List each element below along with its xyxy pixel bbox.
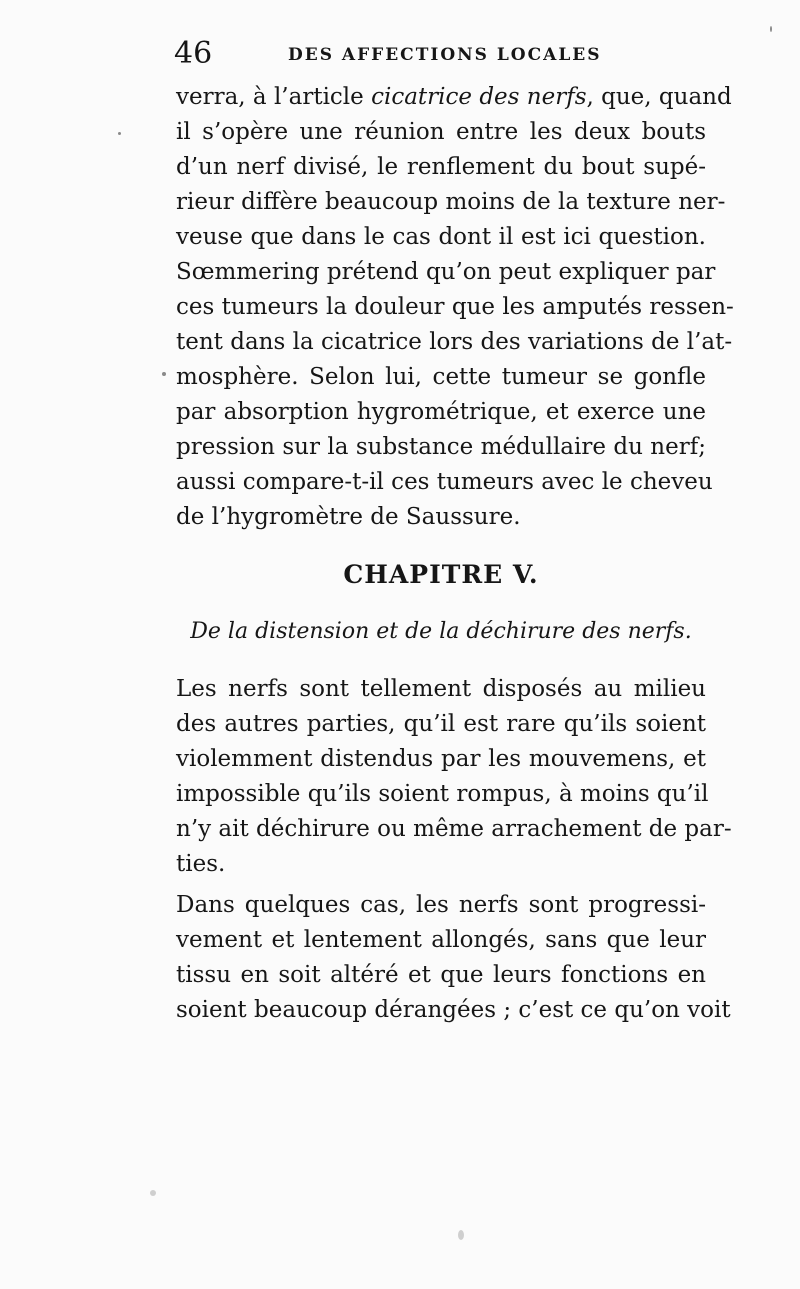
paper-speck: [458, 1230, 464, 1240]
italic-phrase: cicatrice des nerfs: [371, 84, 587, 110]
text-line: vement et lentement allongés, sans que leur: [176, 927, 706, 953]
paper-speck: [118, 132, 121, 135]
text-line: [176, 80, 732, 115]
text-line: pression sur la substance médullaire du nerf;: [176, 434, 706, 460]
text-line: aussi compare-t-il ces tumeurs avec le cheveu: [176, 469, 713, 495]
text-line: ties.: [176, 851, 226, 877]
line-end: , que, quand: [586, 84, 732, 110]
paragraph-2: [176, 672, 732, 882]
page-header: [172, 34, 712, 74]
text-line: tent dans la cicatrice lors des variations de l’at-: [176, 329, 733, 355]
text-line: par absorption hygrométrique, et exerce une: [176, 399, 706, 425]
line-start: verra, à l’article: [176, 84, 372, 110]
paragraph-3: [176, 888, 731, 1028]
text-line: de l’hygromètre de Saussure.: [176, 504, 521, 530]
text-line: violemment distendus par les mouvemens, et: [176, 746, 706, 772]
chapter-title: CHAPITRE V.: [343, 560, 539, 589]
text-line: ces tumeurs la douleur que les amputés ressen-: [176, 294, 734, 320]
text-line: tissu en soit altéré et que leurs fonctions en: [176, 962, 706, 988]
text-line: Dans quelques cas, les nerfs sont progressi-: [176, 892, 706, 918]
text-line: d’un nerf divisé, le renflement du bout supé-: [176, 154, 706, 180]
text-line: impossible qu’ils soient rompus, à moins qu’il: [176, 781, 709, 807]
text-line: Sœmmering prétend qu’on peut expliquer par: [176, 259, 716, 285]
page-number: 46: [174, 36, 213, 71]
paper-speck: [150, 1190, 156, 1196]
text-line: veuse que dans le cas dont il est ici question.: [176, 224, 706, 250]
text-line: n’y ait déchirure ou même arrachement de par-: [176, 816, 732, 842]
text-line: des autres parties, qu’il est rare qu’ils soient: [176, 711, 706, 737]
paragraph-1: [176, 80, 734, 535]
paper-speck: [770, 26, 772, 32]
text-line: Les nerfs sont tellement disposés au milieu: [176, 676, 706, 702]
text-line: il s’opère une réunion entre les deux bouts: [176, 119, 706, 145]
paper-speck: [162, 372, 166, 376]
running-head: DES AFFECTIONS LOCALES: [288, 45, 602, 65]
text-line: mosphère. Selon lui, cette tumeur se gonfle: [176, 364, 706, 390]
text-line: soient beaucoup dérangées ; c’est ce qu’on voit: [176, 997, 731, 1023]
chapter-subtitle: De la distension et de la déchirure des nerfs.: [190, 619, 692, 644]
text-line: rieur diffère beaucoup moins de la texture ner-: [176, 189, 726, 215]
